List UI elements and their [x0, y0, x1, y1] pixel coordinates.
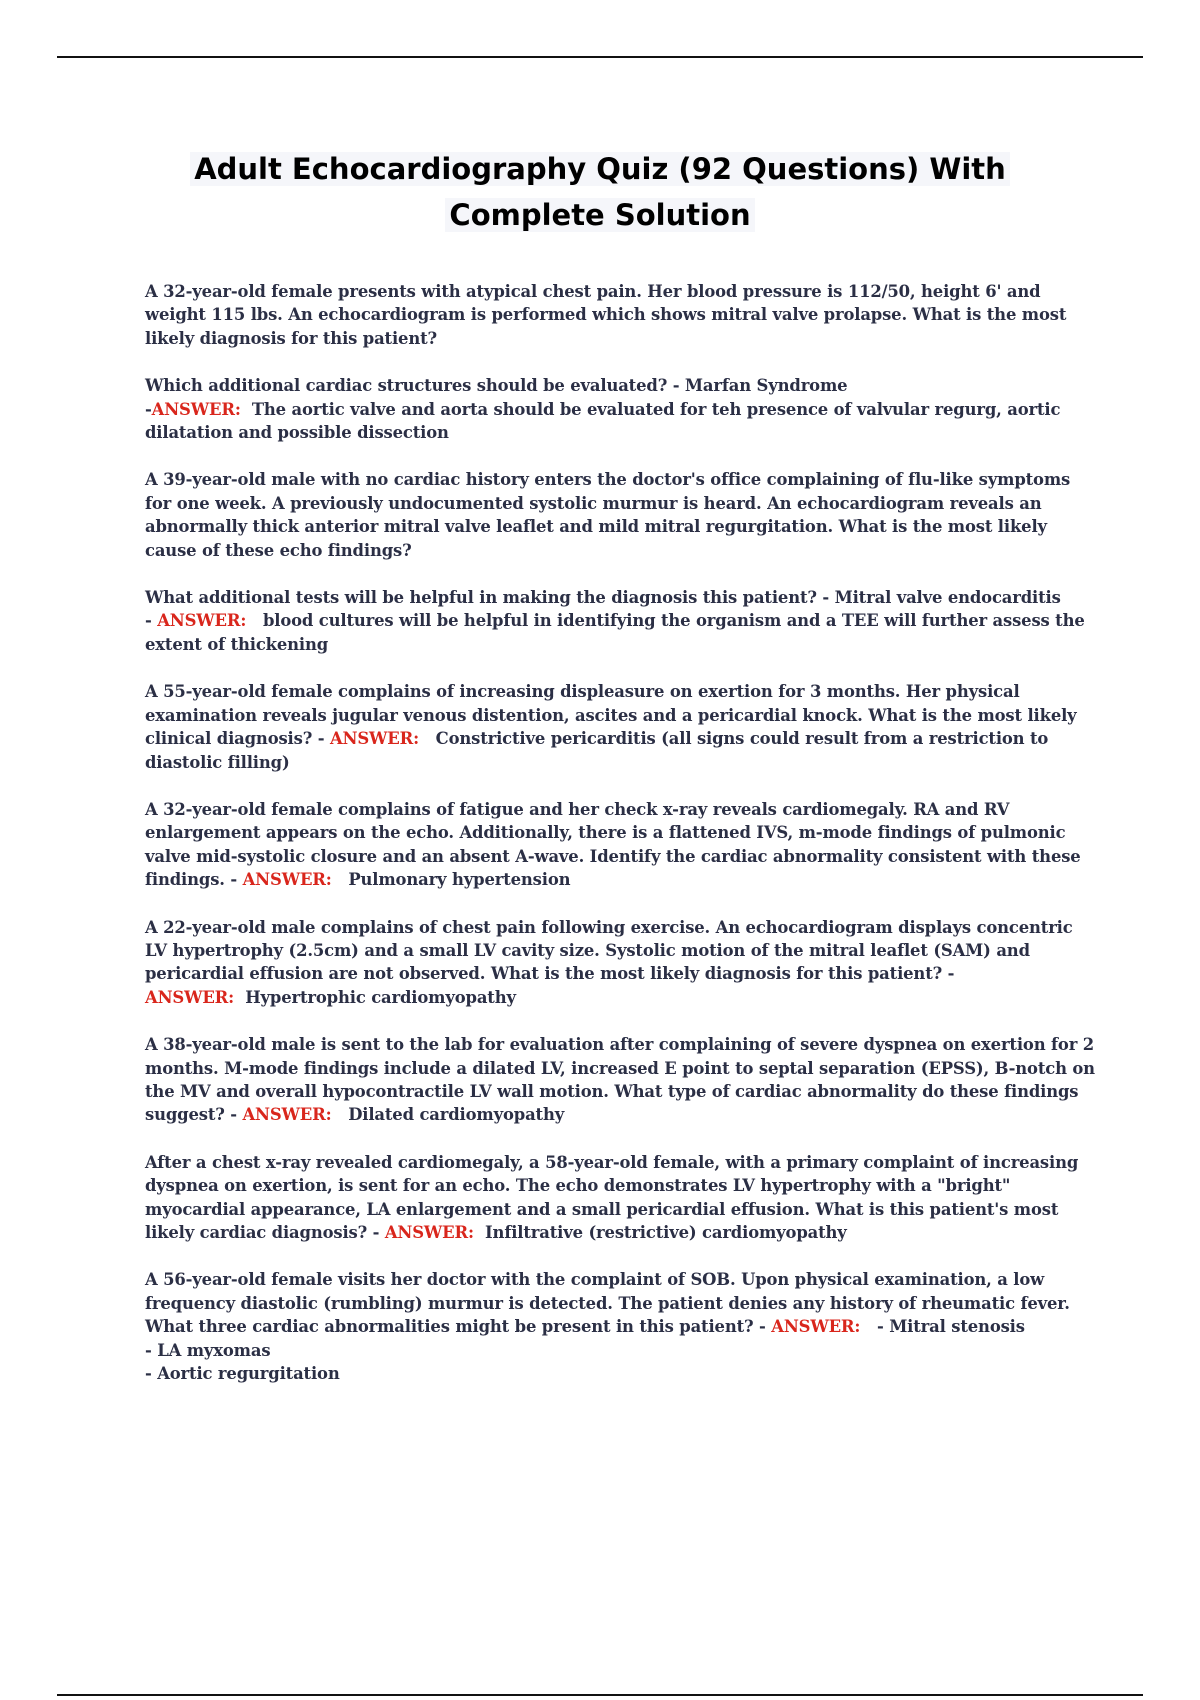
answer-text: blood cultures will be helpful in identifying the organism and a TEE will further assess the extent of thickening — [145, 611, 1085, 654]
quiz-item-4 — [145, 586, 1100, 656]
answer-label: ANSWER: — [771, 1317, 861, 1337]
document-title — [100, 146, 1100, 238]
answer-text: Hypertrophic cardiomyopathy — [245, 987, 516, 1007]
answer-text: Dilated cardiomyopathy — [348, 1105, 565, 1125]
quiz-content — [145, 280, 1100, 1409]
quiz-item-8 — [145, 1033, 1100, 1127]
answer-text: - Mitral stenosis — [876, 1317, 1025, 1337]
header-rule — [57, 56, 1143, 58]
answer-text: Constrictive pericarditis (all signs could result from a restriction to diastolic filling) — [145, 729, 1049, 772]
answer-label: ANSWER: — [242, 1105, 332, 1125]
quiz-item-6 — [145, 798, 1100, 892]
quiz-item-5 — [145, 680, 1100, 774]
answer-label: ANSWER: — [384, 1223, 474, 1242]
quiz-item-10 — [145, 1268, 1100, 1385]
answer-text: Infiltrative (restrictive) cardiomyopathy — [485, 1223, 847, 1242]
answer-label: ANSWER: — [151, 399, 241, 419]
answer-text: The aortic valve and aorta should be evaluated for teh presence of valvular regurg, aortic dilatation and possible dissection — [145, 399, 1061, 443]
footer-rule — [57, 1694, 1143, 1696]
answer-label: ANSWER: — [157, 611, 247, 631]
title-line-1: Adult Echocardiography Quiz (92 Questions) With — [190, 152, 1010, 186]
quiz-item-3 — [145, 468, 1100, 562]
question-text: A 38-year-old male is sent to the lab for evaluation after complaining of severe dyspnea on exertion for 2 months. M-mode findings include a dilated LV, increased E point to septal separation (EPSS), B-notch on the MV and overall hypocontractile LV wall motion. What type of cardiac abnormality do these findings suggest? - — [145, 1035, 1095, 1125]
quiz-item-9 — [145, 1151, 1100, 1245]
question-text: A 55-year-old female complains of increasing displeasure on exertion for 3 months. Her physical examination reveals jugular venous distention, ascites and a pericardial knock. What is the most likely clinical diagnosis? - — [145, 682, 1077, 749]
quiz-item-2 — [145, 374, 1100, 444]
answer-list-item: - Aortic regurgitation — [145, 1364, 340, 1384]
answer-prefix: - — [145, 399, 152, 419]
question-text: A 39-year-old male with no cardiac history enters the doctor's office complaining of flu-like symptoms for one week. A previously undocumented systolic murmur is heard. An echocardiogram reveals an abnormally thick anterior mitral valve leaflet and mild mitral regurgitation. What is the most likely cause of these echo findings? — [145, 470, 1071, 560]
quiz-item-1 — [145, 280, 1100, 350]
question-text: Which additional cardiac structures should be evaluated? - Marfan Syndrome — [145, 376, 848, 396]
question-text: A 32-year-old female presents with atypical chest pain. Her blood pressure is 112/50, height 6' and weight 115 lbs. An echocardiogram is performed which shows mitral valve prolapse. What is the most likely diagnosis for this patient? — [145, 282, 1067, 348]
question-text: What additional tests will be helpful in making the diagnosis this patient? - Mitral valve endocarditis — [145, 588, 1061, 608]
answer-label: ANSWER: — [242, 870, 332, 890]
title-line-2: Complete Solution — [445, 198, 754, 232]
answer-prefix: - — [145, 611, 158, 631]
question-text: A 32-year-old female complains of fatigue and her check x-ray reveals cardiomegaly. RA and RV enlargement appears on the echo. Additionally, there is a flattened IVS, m-mode findings of pulmonic valve mid-systolic closure and an absent A-wave. Identify the cardiac abnormality consistent with these findings. - — [145, 799, 1081, 890]
answer-text: Pulmonary hypertension — [348, 870, 571, 890]
question-text: After a chest x-ray revealed cardiomegaly, a 58-year-old female, with a primary complaint of increasing dyspnea on exertion, is sent for an echo. The echo demonstrates LV hypertrophy with a "bright" myocardial appearance, LA enlargement and a small pericardial effusion. What is this patient's most likely cardiac diagnosis? - — [145, 1152, 1079, 1242]
quiz-item-7 — [145, 916, 1100, 1010]
question-text: A 22-year-old male complains of chest pain following exercise. An echocardiogram displays concentric LV hypertrophy (2.5cm) and a small LV cavity size. Systolic motion of the mitral leaflet (SAM) and pericardial effusion are not observed. What is the most likely diagnosis for this patient? - — [145, 917, 1073, 984]
answer-label: ANSWER: — [145, 987, 235, 1007]
question-text: A 56-year-old female visits her doctor with the complaint of SOB. Upon physical examination, a low frequency diastolic (rumbling) murmur is detected. The patient denies any history of rheumatic fever. What three cardiac abnormalities might be present in this patient? - — [145, 1270, 1070, 1337]
answer-list-item: - LA myxomas — [145, 1340, 271, 1360]
answer-label: ANSWER: — [329, 729, 419, 749]
